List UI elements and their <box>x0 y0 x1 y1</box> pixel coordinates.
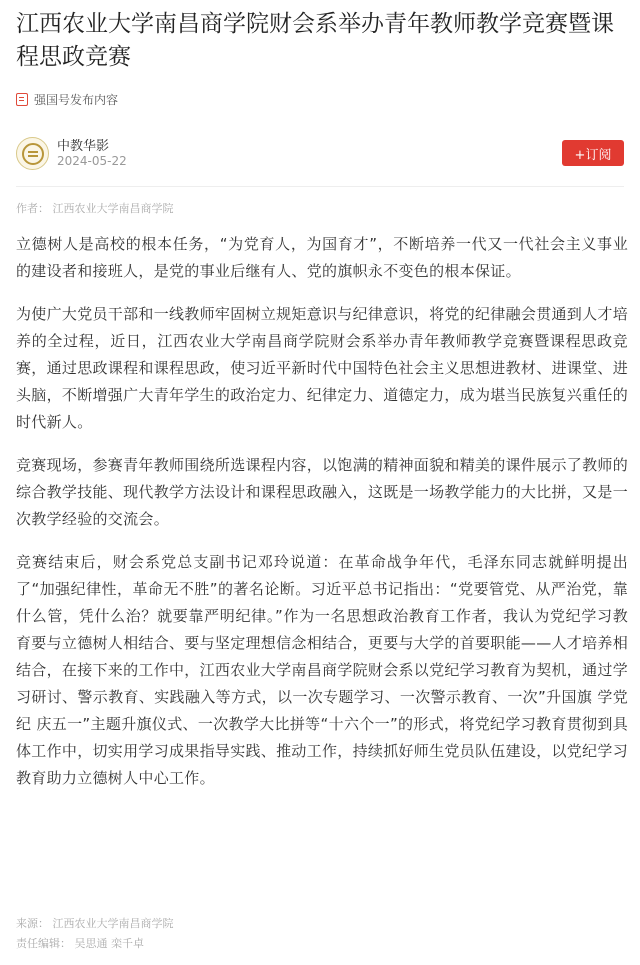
publish-date: 2024-05-22 <box>57 154 127 168</box>
author-line: 作者： 江西农业大学南昌商学院 <box>16 202 174 215</box>
article-paragraph: 为使广大党员干部和一线教师牢固树立规矩意识与纪律意识，将党的纪律融会贯通到人才培养的全过程，近日，江西农业大学南昌商学院财会系举办青年教师教学竞赛暨课程思政竞赛，通过思政课程和课程思政，使习近平新时代中国特色社会主义思想进教材、进课堂、进头脑，不断增强广大青年学生的政治定力、纪律定力、道德定力，成为堪当民族复兴重任的时代新人。 <box>16 305 629 431</box>
article-paragraph: 立德树人是高校的根本任务，“为党育人，为国育才”，不断培养一代又一代社会主义事业的建设者和接班人，是党的事业后继有人、党的旗帜永不变色的根本保证。 <box>16 235 628 280</box>
article-body <box>16 231 628 808</box>
publisher-logo-icon <box>22 143 44 165</box>
article-paragraph: 竞赛现场，参赛青年教师围绕所选课程内容，以饱满的精神面貌和精美的课件展示了教师的综合教学技能、现代教学方法设计和课程思政融入，这既是一场教学能力的大比拼，又是一次教学经验的交流会。 <box>16 456 629 528</box>
publisher-avatar[interactable] <box>16 137 49 170</box>
publisher-row <box>16 135 624 175</box>
article-title: 江西农业大学南昌商学院财会系举办青年教师教学竞赛暨课程思政竞赛 <box>16 11 614 70</box>
editor-line: 责任编辑： 吴思通 栾千卓 <box>16 937 144 950</box>
article-paragraph: 竞赛结束后，财会系党总支副书记邓玲说道：在革命战争年代，毛泽东同志就鲜明提出了“加强纪律性，革命无不胜”的著名论断。习近平总书记指出：“党要管党、从严治党，靠什么管，凭什么治？就要靠严明纪律。”作为一名思想政治教育工作者，我认为党纪学习教育要与立德树人相结合、要与坚定理想信念相结合，更要与大学的首要职能——人才培养相结合，在接下来的工作中，江西农业大学南昌商学院财会系以党纪学习教育为契机，通过学习研讨、警示教育、实践融入等方式，以一次专题学习、一次警示教育、一次”升国旗 学党纪 庆五一”主题升旗仪式、一次教学大比拼等“十六个一”的形式，将党纪学习教育贯彻到具体工作中，切实用学习成果指导实践、推动工作，持续抓好师生党员队伍建设，以党纪学习教育助力立德树人中心工作。 <box>16 553 629 787</box>
publisher-name[interactable]: 中教华影 <box>57 139 110 154</box>
document-tag-icon <box>16 93 28 106</box>
subscribe-button[interactable]: +订阅 <box>562 140 624 166</box>
source-line: 来源： 江西农业大学南昌商学院 <box>16 917 174 930</box>
source-tag <box>16 90 118 108</box>
article-footer <box>16 914 174 954</box>
divider <box>16 186 624 187</box>
source-tag-label: 强国号发布内容 <box>34 92 119 107</box>
